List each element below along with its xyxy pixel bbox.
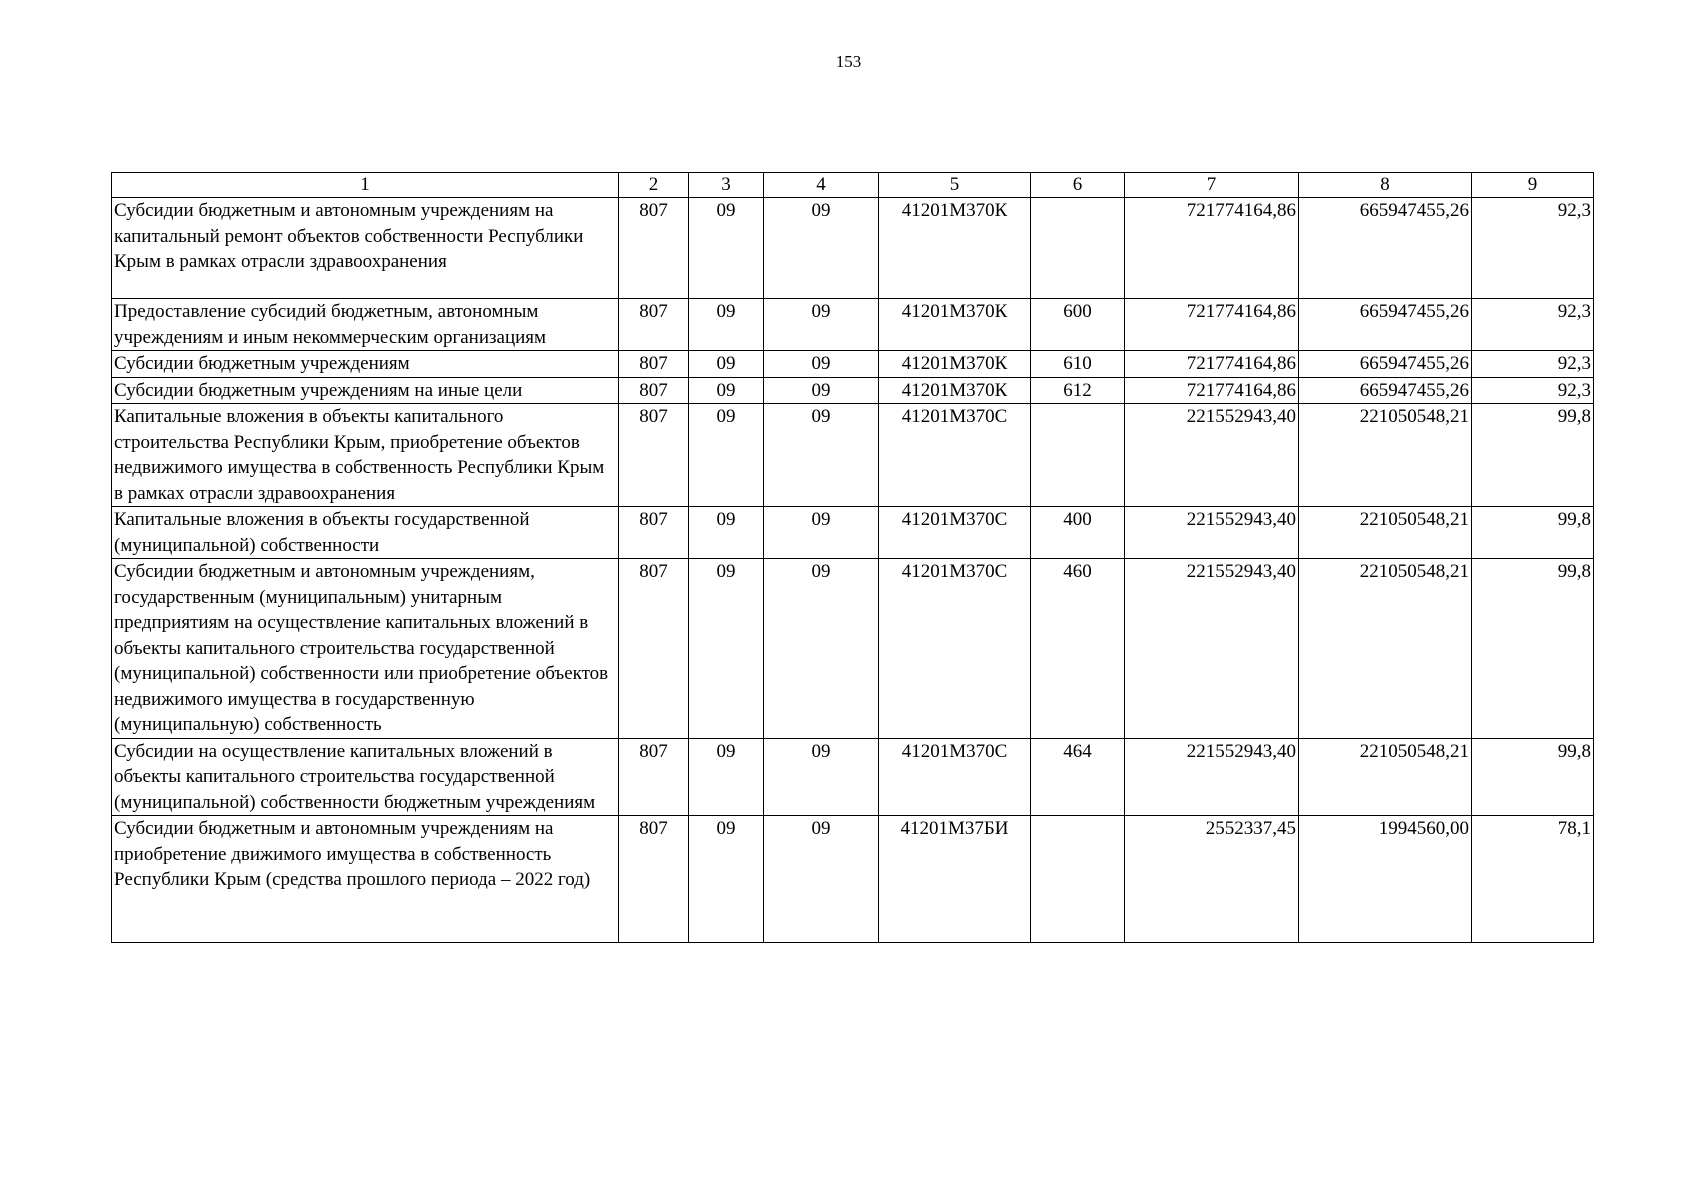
cell-col2: 807	[619, 351, 689, 378]
cell-col3: 09	[689, 351, 764, 378]
cell-col4: 09	[764, 351, 879, 378]
cell-col8: 1994560,00	[1299, 816, 1472, 943]
cell-col3: 09	[689, 559, 764, 739]
cell-col3: 09	[689, 198, 764, 299]
cell-col8: 665947455,26	[1299, 198, 1472, 299]
cell-col2: 807	[619, 559, 689, 739]
cell-col7: 721774164,86	[1125, 198, 1299, 299]
cell-col3: 09	[689, 299, 764, 351]
cell-col9: 92,3	[1472, 198, 1594, 299]
column-header: 6	[1031, 173, 1125, 198]
table-row	[112, 559, 1594, 739]
column-header: 2	[619, 173, 689, 198]
cell-col5: 41201М370С	[879, 404, 1031, 507]
budget-table	[111, 172, 1594, 943]
cell-col7: 2552337,45	[1125, 816, 1299, 943]
column-header: 3	[689, 173, 764, 198]
row-name: Субсидии бюджетным и автономным учреждениям, государственным (муниципальным) унитарным предприятиям на осуществление капитальных вложений в объекты капитального строительства государственной (муниципальной) собственности или приобретение объектов недвижимого имущества в государственную (муниципальную) собственность	[112, 559, 619, 739]
cell-col3: 09	[689, 738, 764, 816]
cell-col9: 99,8	[1472, 404, 1594, 507]
row-name: Субсидии бюджетным и автономным учреждениям на капитальный ремонт объектов собственности Республики Крым в рамках отрасли здравоохранения	[112, 198, 619, 299]
cell-col9: 92,3	[1472, 377, 1594, 404]
column-header: 7	[1125, 173, 1299, 198]
cell-col8: 665947455,26	[1299, 299, 1472, 351]
cell-col7: 221552943,40	[1125, 738, 1299, 816]
cell-col9: 92,3	[1472, 299, 1594, 351]
cell-col6: 612	[1031, 377, 1125, 404]
table-row	[112, 351, 1594, 378]
table-row	[112, 404, 1594, 507]
cell-col3: 09	[689, 404, 764, 507]
cell-col8: 665947455,26	[1299, 351, 1472, 378]
cell-col4: 09	[764, 507, 879, 559]
cell-col2: 807	[619, 299, 689, 351]
row-name: Субсидии на осуществление капитальных вложений в объекты капитального строительства государственной (муниципальной) собственности бюджетным учреждениям	[112, 738, 619, 816]
cell-col3: 09	[689, 377, 764, 404]
cell-col9: 99,8	[1472, 507, 1594, 559]
cell-col2: 807	[619, 738, 689, 816]
cell-col8: 221050548,21	[1299, 404, 1472, 507]
cell-col6	[1031, 816, 1125, 943]
cell-col6: 610	[1031, 351, 1125, 378]
cell-col5: 41201М37БИ	[879, 816, 1031, 943]
row-name: Капитальные вложения в объекты государственной (муниципальной) собственности	[112, 507, 619, 559]
table-row	[112, 299, 1594, 351]
cell-col4: 09	[764, 816, 879, 943]
cell-col8: 221050548,21	[1299, 738, 1472, 816]
cell-col5: 41201М370К	[879, 377, 1031, 404]
cell-col4: 09	[764, 559, 879, 739]
cell-col9: 92,3	[1472, 351, 1594, 378]
cell-col8: 221050548,21	[1299, 559, 1472, 739]
column-header: 1	[112, 173, 619, 198]
cell-col5: 41201М370С	[879, 559, 1031, 739]
cell-col4: 09	[764, 404, 879, 507]
cell-col7: 221552943,40	[1125, 404, 1299, 507]
cell-col3: 09	[689, 507, 764, 559]
column-header: 8	[1299, 173, 1472, 198]
row-name: Субсидии бюджетным и автономным учреждениям на приобретение движимого имущества в собственность Республики Крым (средства прошлого периода – 2022 год)	[112, 816, 619, 943]
cell-col4: 09	[764, 377, 879, 404]
cell-col2: 807	[619, 377, 689, 404]
row-name: Капитальные вложения в объекты капитального строительства Республики Крым, приобретение объектов недвижимого имущества в собственность Республики Крым в рамках отрасли здравоохранения	[112, 404, 619, 507]
cell-col5: 41201М370С	[879, 507, 1031, 559]
cell-col5: 41201М370С	[879, 738, 1031, 816]
cell-col6	[1031, 198, 1125, 299]
table-row	[112, 377, 1594, 404]
cell-col6	[1031, 404, 1125, 507]
cell-col7: 721774164,86	[1125, 351, 1299, 378]
cell-col9: 99,8	[1472, 738, 1594, 816]
cell-col2: 807	[619, 816, 689, 943]
cell-col5: 41201М370К	[879, 299, 1031, 351]
cell-col2: 807	[619, 507, 689, 559]
cell-col2: 807	[619, 198, 689, 299]
cell-col5: 41201М370К	[879, 351, 1031, 378]
table-row	[112, 738, 1594, 816]
column-header: 9	[1472, 173, 1594, 198]
cell-col6: 464	[1031, 738, 1125, 816]
table-row	[112, 198, 1594, 299]
cell-col9: 78,1	[1472, 816, 1594, 943]
cell-col8: 221050548,21	[1299, 507, 1472, 559]
cell-col6: 600	[1031, 299, 1125, 351]
cell-col9: 99,8	[1472, 559, 1594, 739]
cell-col4: 09	[764, 299, 879, 351]
cell-col3: 09	[689, 816, 764, 943]
row-name: Субсидии бюджетным учреждениям	[112, 351, 619, 378]
column-header: 4	[764, 173, 879, 198]
cell-col7: 221552943,40	[1125, 559, 1299, 739]
header-row	[112, 173, 1594, 198]
cell-col4: 09	[764, 738, 879, 816]
cell-col4: 09	[764, 198, 879, 299]
cell-col8: 665947455,26	[1299, 377, 1472, 404]
row-name: Субсидии бюджетным учреждениям на иные цели	[112, 377, 619, 404]
cell-col2: 807	[619, 404, 689, 507]
table-row	[112, 507, 1594, 559]
cell-col6: 460	[1031, 559, 1125, 739]
cell-col7: 221552943,40	[1125, 507, 1299, 559]
table-row	[112, 816, 1594, 943]
page-number: 153	[835, 52, 862, 71]
cell-col5: 41201М370К	[879, 198, 1031, 299]
row-name: Предоставление субсидий бюджетным, автономным учреждениям и иным некоммерческим организациям	[112, 299, 619, 351]
cell-col6: 400	[1031, 507, 1125, 559]
cell-col7: 721774164,86	[1125, 299, 1299, 351]
column-header: 5	[879, 173, 1031, 198]
cell-col7: 721774164,86	[1125, 377, 1299, 404]
